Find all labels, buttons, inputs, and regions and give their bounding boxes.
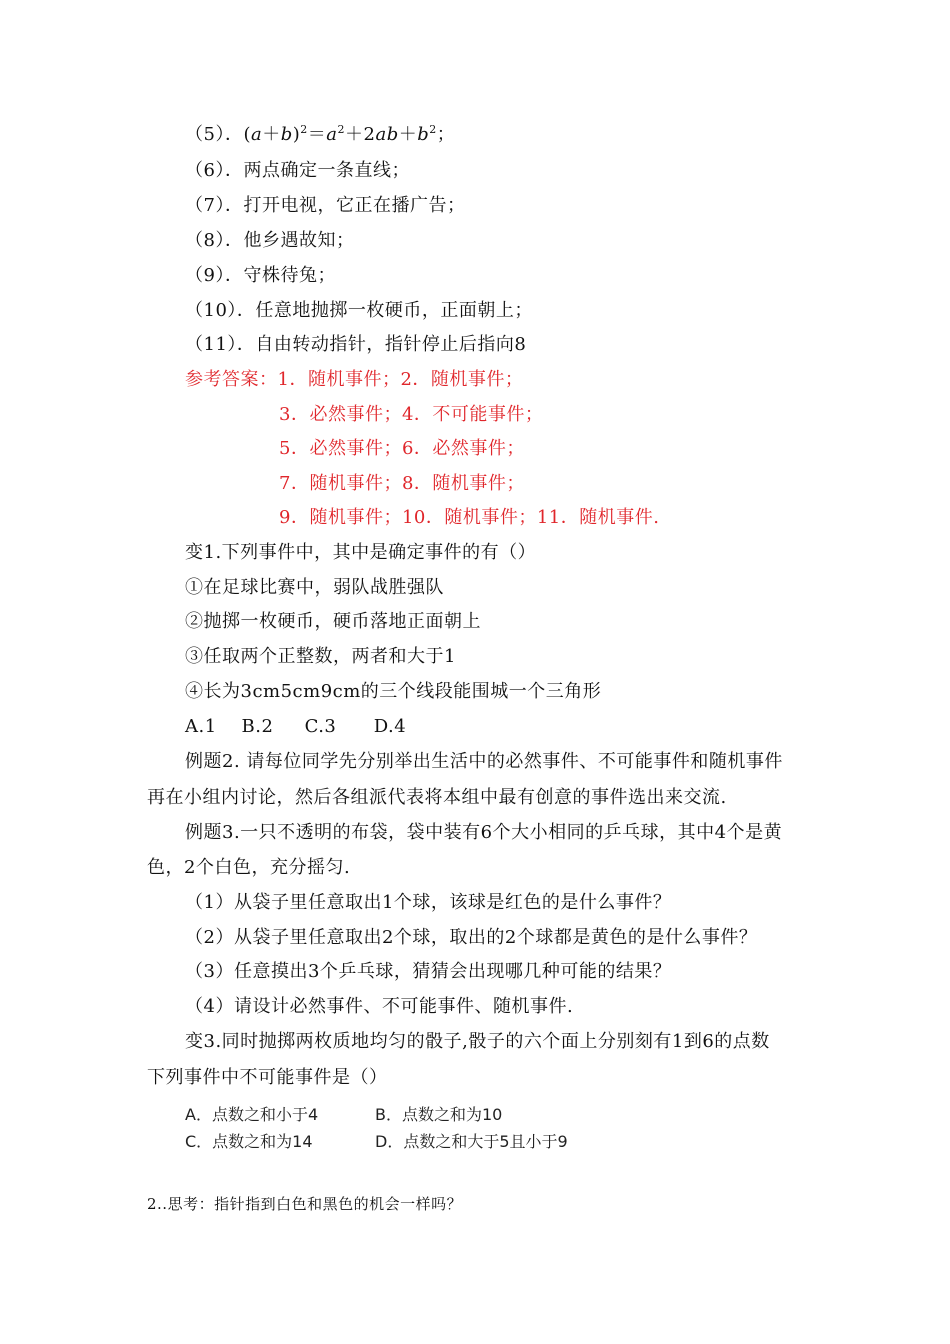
variant-1-option-4: ④长为3cm5cm9cm的三个线段能围城一个三角形: [185, 681, 602, 702]
example-3-question-3: （3）任意摸出3个乒乓球，猜猜会出现哪几种可能的结果？: [185, 961, 672, 982]
formula-square-of-sum: $(a+b)^2=a^2+2ab+b^2$；: [243, 123, 456, 145]
variant-3-option-b: B．点数之和为10: [375, 1105, 503, 1124]
variant-3-option-c: C．点数之和为14: [185, 1132, 313, 1151]
example-3-line-1: 例题3.一只不透明的布袋，袋中装有6个大小相同的乒乓球，其中4个是黄: [185, 822, 783, 843]
variant-3-option-d: D．点数之和大于5且小于9: [375, 1132, 568, 1151]
example-3-question-2: （2）从袋子里任意取出2个球，取出的2个球都是黄色的是什么事件？: [185, 927, 758, 948]
example-3-line-2: 色，2个白色，充分摇匀.: [147, 857, 351, 878]
item-5: [185, 123, 455, 147]
item-6: （6）．两点确定一条直线；: [185, 160, 410, 181]
variant-1-option-1: ①在足球比赛中，弱队战胜强队: [185, 577, 444, 598]
variant-3-line-2: 下列事件中不可能事件是（）: [147, 1067, 388, 1088]
variant-1-choices: A.1 B.2 C.3 D.4: [185, 716, 407, 737]
answer-line-2: 3．必然事件；4．不可能事件；: [279, 404, 544, 425]
answer-line-1: 参考答案：1．随机事件；2．随机事件；: [185, 369, 524, 390]
variant-3-option-a: A．点数之和小于4: [185, 1105, 319, 1124]
variant-1-question: 变1.下列事件中，其中是确定事件的有（）: [185, 542, 537, 563]
answer-line-5: 9．随机事件；10．随机事件；11．随机事件.: [279, 507, 660, 528]
variant-3-line-1: 变3.同时抛掷两枚质地均匀的骰子,骰子的六个面上分别刻有1到6的点数: [185, 1031, 770, 1052]
example-3-question-4: （4）请设计必然事件、不可能事件、随机事件.: [185, 996, 574, 1017]
item-7: （7）．打开电视，它正在播广告；: [185, 195, 466, 216]
answer-line-4: 7．随机事件；8．随机事件；: [279, 473, 525, 494]
example-2-line-2: 再在小组内讨论，然后各组派代表将本组中最有创意的事件选出来交流.: [147, 787, 727, 808]
item-10: （10）．任意地抛掷一枚硬币，正面朝上；: [185, 300, 533, 321]
example-2-line-1: 例题2. 请每位同学先分别举出生活中的必然事件、不可能事件和随机事件: [185, 751, 783, 772]
variant-1-option-2: ②抛掷一枚硬币，硬币落地正面朝上: [185, 611, 481, 632]
item-5-label: （5）．: [185, 124, 244, 145]
think-question: 2..思考：指针指到白色和黑色的机会一样吗？: [147, 1195, 463, 1213]
item-9: （9）．守株待兔；: [185, 265, 336, 286]
example-3-question-1: （1）从袋子里任意取出1个球，该球是红色的是什么事件？: [185, 892, 672, 913]
variant-1-option-3: ③任取两个正整数，两者和大于1: [185, 646, 456, 667]
item-8: （8）．他乡遇故知；: [185, 230, 355, 251]
answer-line-3: 5．必然事件；6．必然事件；: [279, 438, 525, 459]
item-11: （11）．自由转动指针，指针停止后指向8: [185, 334, 527, 355]
